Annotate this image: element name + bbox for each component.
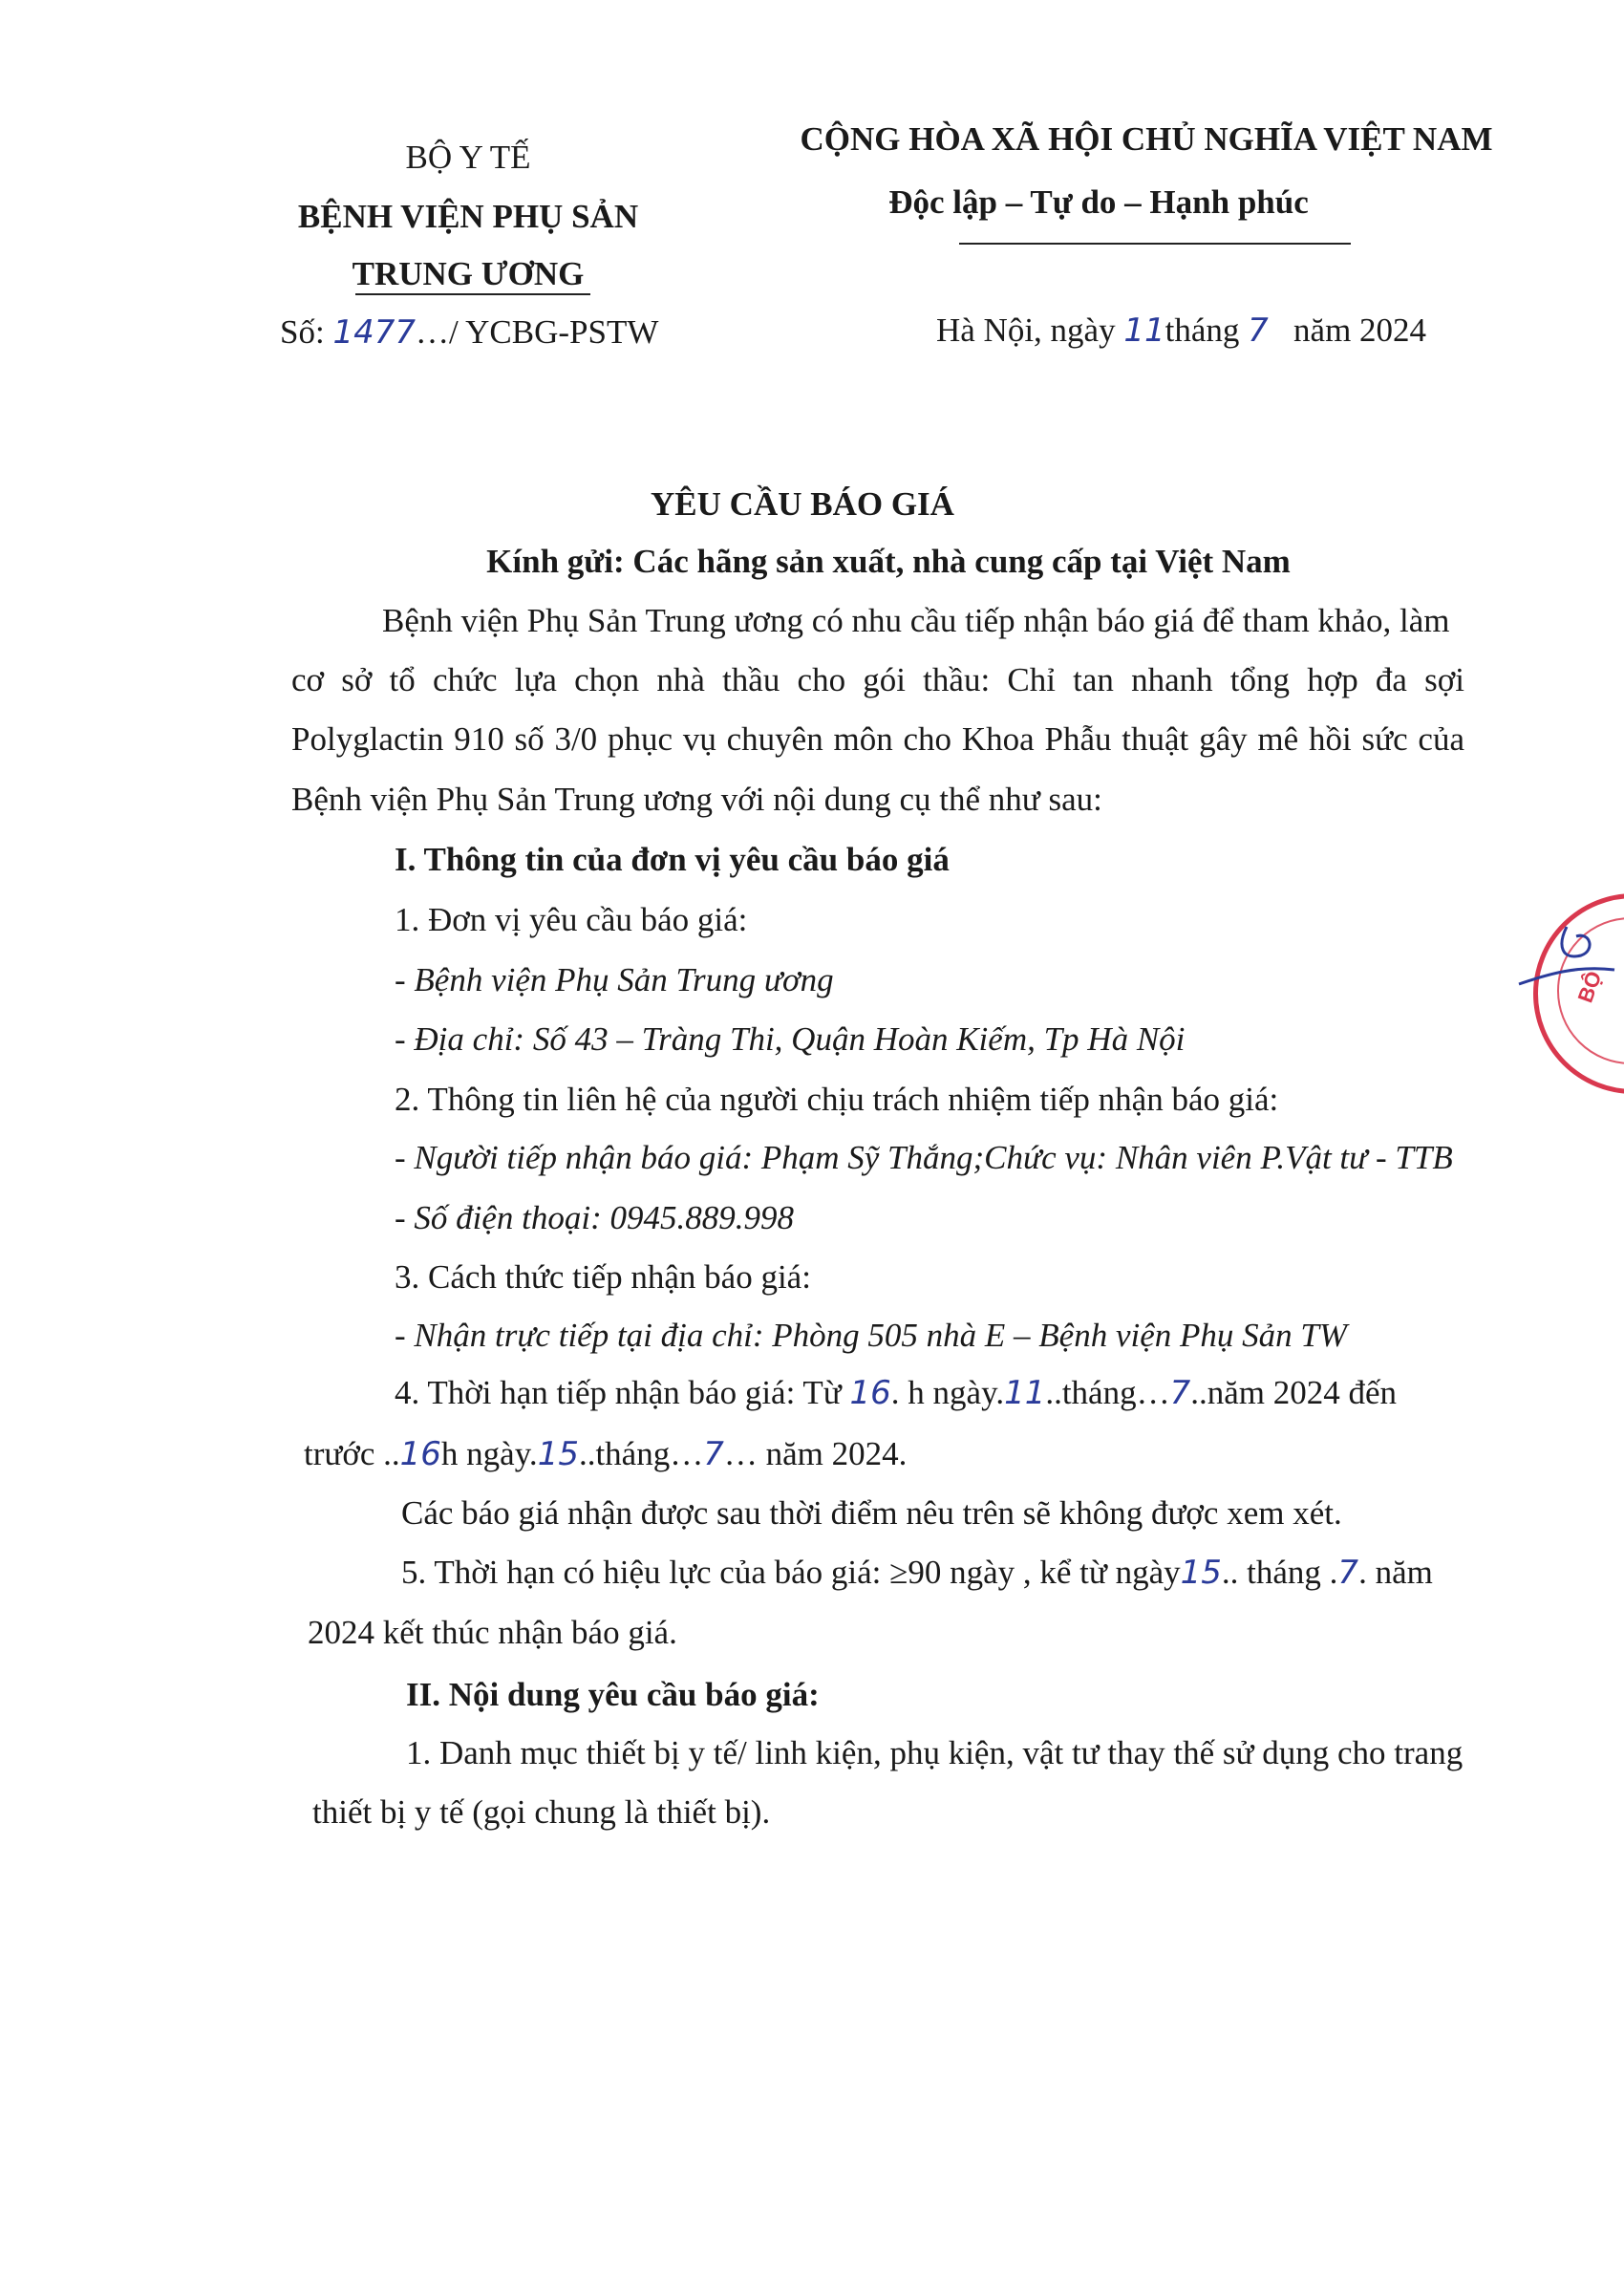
item4-text-d: ..năm 2024 đến xyxy=(1190,1374,1398,1411)
item4-text-h: … năm 2024. xyxy=(723,1435,908,1472)
section-1-item-4-line-1: 4. Thời hạn tiếp nhận báo giá: Từ 16. h ngày.11..tháng…7..năm 2024 đến xyxy=(395,1374,1398,1412)
number-handwritten: 1477 xyxy=(332,313,416,352)
direct-receipt-address: - Nhận trực tiếp tại địa chỉ: Phòng 505 nhà E – Bệnh viện Phụ Sản TW xyxy=(395,1317,1348,1354)
item4-hour-from: 16 xyxy=(849,1374,891,1412)
motto-underline xyxy=(959,243,1351,245)
item4-text-g: ..tháng… xyxy=(578,1435,704,1472)
ministry-name: BỘ Y TẾ xyxy=(405,139,531,176)
hospital-name-line1: BỆNH VIỆN PHỤ SẢN xyxy=(297,198,639,235)
item4-month-from: 7 xyxy=(1169,1374,1191,1412)
unit-name: - Bệnh viện Phụ Sản Trung ương xyxy=(395,961,834,998)
date-day-handwritten: 11 xyxy=(1123,311,1165,350)
item4-text-c: ..tháng… xyxy=(1045,1374,1170,1411)
item4-day-to: 15 xyxy=(537,1435,579,1473)
item5-day: 15 xyxy=(1180,1554,1222,1592)
unit-address: - Địa chỉ: Số 43 – Tràng Thi, Quận Hoàn Kiếm, Tp Hà Nội xyxy=(395,1020,1186,1058)
addressee: Kính gửi: Các hãng sản xuất, nhà cung cấp tại Việt Nam xyxy=(486,543,1291,580)
section-2-item-1-line-2: thiết bị y tế (gọi chung là thiết bị). xyxy=(312,1793,771,1831)
section-1-item-4-line-2 xyxy=(304,1433,907,1475)
item4-day-from: 11 xyxy=(1004,1374,1046,1412)
intro-line-1: Bệnh viện Phụ Sản Trung ương có nhu cầu tiếp nhận báo giá để tham khảo, làm xyxy=(382,602,1450,639)
date-prefix: Hà Nội, ngày xyxy=(936,311,1116,349)
item4-month-to: 7 xyxy=(703,1435,724,1473)
signature-mark xyxy=(1509,917,1624,1003)
document-title: YÊU CẦU BÁO GIÁ xyxy=(651,485,954,523)
number-prefix: Số: xyxy=(280,313,325,351)
late-quotation-note: Các báo giá nhận được sau thời điểm nêu trên sẽ không được xem xét. xyxy=(401,1494,1342,1532)
item5-text-a: 5. Thời hạn có hiệu lực của báo giá: ≥90 ngày , kể từ ngày xyxy=(401,1554,1181,1591)
section-1-item-1: 1. Đơn vị yêu cầu báo giá: xyxy=(395,901,748,938)
document-date xyxy=(936,310,1426,352)
item5-text-c: . năm xyxy=(1358,1554,1433,1591)
date-month-word: tháng xyxy=(1165,311,1240,349)
section-1-item-5-line-2: 2024 kết thúc nhận báo giá. xyxy=(308,1614,677,1651)
section-2-item-1-line-1: 1. Danh mục thiết bị y tế/ linh kiện, phụ kiện, vật tư thay thế sử dụng cho trang xyxy=(406,1734,1464,1771)
item4-text-f: h ngày. xyxy=(440,1435,538,1472)
item4-text-e: trước .. xyxy=(304,1435,400,1472)
item4-hour-to: 16 xyxy=(399,1435,441,1473)
number-suffix: …/ YCBG-PSTW xyxy=(415,313,659,351)
section-1-item-2: 2. Thông tin liên hệ của người chịu trách nhiệm tiếp nhận báo giá: xyxy=(395,1081,1279,1118)
date-month-handwritten: 7 xyxy=(1248,311,1269,350)
date-year: năm 2024 xyxy=(1293,311,1427,349)
section-1-item-3: 3. Cách thức tiếp nhận báo giá: xyxy=(395,1258,811,1296)
hospital-name-line2: TRUNG ƯƠNG xyxy=(352,255,585,292)
document-number xyxy=(280,311,658,354)
hospital-underline xyxy=(355,293,590,295)
national-motto: Độc lập – Tự do – Hạnh phúc xyxy=(888,183,1309,221)
receiver-info: - Người tiếp nhận báo giá: Phạm Sỹ Thắng;Chức vụ: Nhân viên P.Vật tư - TTB xyxy=(395,1139,1453,1176)
section-1-heading: I. Thông tin của đơn vị yêu cầu báo giá xyxy=(395,841,950,878)
nation-name: CỘNG HÒA XÃ HỘI CHỦ NGHĨA VIỆT NAM xyxy=(800,120,1493,158)
item5-month: 7 xyxy=(1337,1554,1359,1592)
intro-line-2: cơ sở tổ chức lựa chọn nhà thầu cho gói thầu: Chỉ tan nhanh tổng hợp đa sợi xyxy=(291,661,1464,698)
intro-line-3: Polyglactin 910 số 3/0 phục vụ chuyên môn cho Khoa Phẫu thuật gây mê hồi sức của xyxy=(291,720,1464,758)
intro-line-4: Bệnh viện Phụ Sản Trung ương với nội dung cụ thể như sau: xyxy=(291,781,1102,818)
section-2-heading: II. Nội dung yêu cầu báo giá: xyxy=(406,1676,820,1713)
item5-text-b: .. tháng . xyxy=(1221,1554,1338,1591)
item4-text-a: 4. Thời hạn tiếp nhận báo giá: Từ xyxy=(395,1374,842,1411)
section-1-item-5-line-1 xyxy=(401,1552,1433,1594)
seal-text: BỘ xyxy=(1572,968,1607,1006)
item4-text-b: h ngày xyxy=(908,1374,996,1411)
phone-number: - Số điện thoại: 0945.889.998 xyxy=(395,1199,795,1236)
